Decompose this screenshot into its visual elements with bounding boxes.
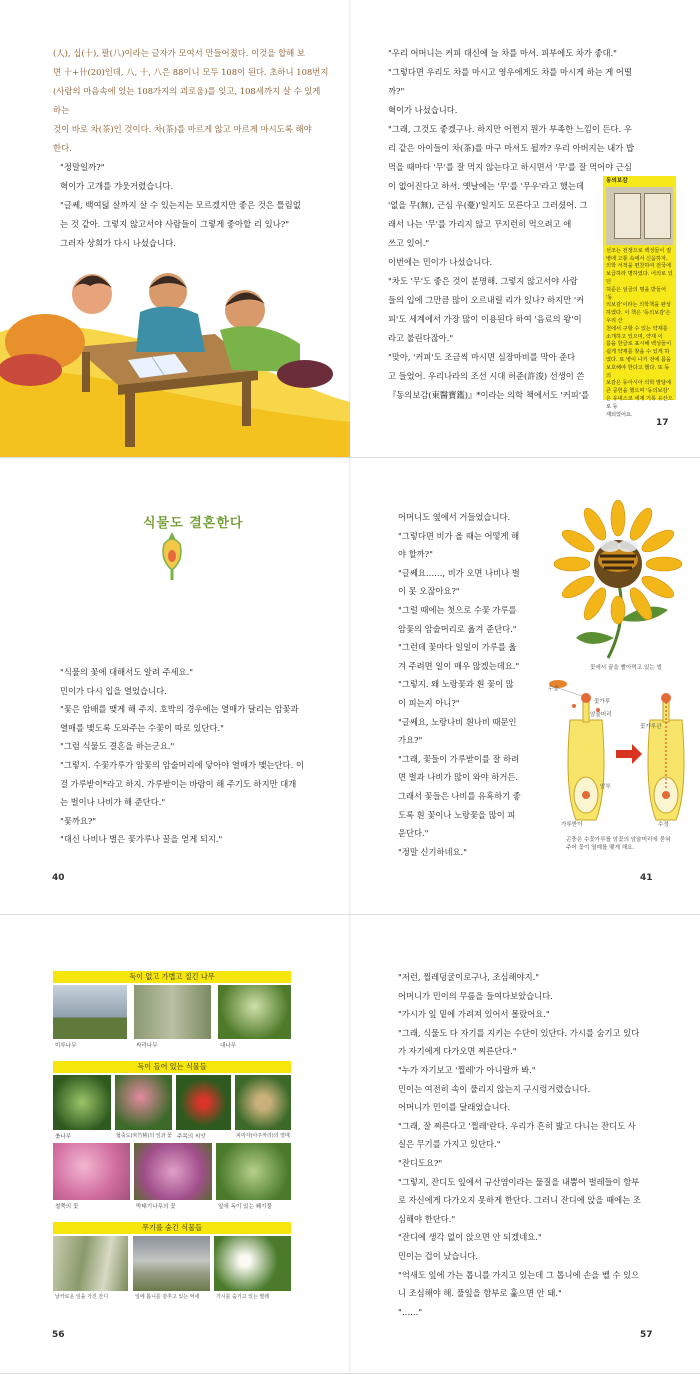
right-page-text: "저런, 찔레덩굴이로구나, 조심해야지." 어머니가 민이의 무릎을 들여다보았습니다. "가시가 잎 밑에 가려져 있어서 몰랐어요." "그래, 식물도 다 자기를 지키는 수단이 있단다. 가시를 숨기고 있다 가 자기에게 다가오면 찌른단다." "누가 자기보고 '찔레'가 아니랄까 봐." 민이는 여전히 속이 풀리지 않는지 구시렁거렸습니다. 어머니가 민이를 달래었습니다. "그래, 잘 찌른다고 '찔레'란다. 우리가 흔히 밟고 다니는 잔디도 사 실은 무기를 가지고 있단다." "잔디도요?" "그렇지, 잔디도 잎에서 규산염이라는 물질을 내뿜어 벌레들이 함부 로 자신에게 다가오지 못하게 한단다. 그러니 잔디에 앉을 때에는 조 심해야 한단다." "잔디에 생각 없이 앉으면 안 되겠네요." 민이는 겁이 났습니다. "억새도 잎에 가는 톱니를 가지고 있는데 그 톱니에 손을 벨 수 있으 니 조심해야 해. 풀잎을 함부로 훑으면 안 돼." "……" [398,972,641,1317]
caption-bush-clover: 싸리나무 [136,1043,158,1049]
photo-bush-clover [134,985,211,1039]
label-pollen-tube: 꽃가루관 [640,724,662,730]
caption-oleander: 협죽도(夾竹桃)의 잎과 꽃 [116,1133,172,1139]
photo-wild-rose [214,1236,291,1291]
caption-bamboo: 대나무 [220,1043,237,1049]
flower-bud-icon [158,530,186,580]
photo-yew-seed [176,1075,231,1130]
label-pollination: 가루받이 [561,822,583,828]
photo-redbud [134,1143,212,1200]
sunflower-bee-illustration [548,500,688,660]
page-number-right: 41 [640,873,653,883]
photo-castor-fruit [235,1075,291,1130]
caption-lacquer: 옻나무 [55,1134,72,1140]
photo-nettle [216,1143,291,1200]
intro-paragraph: (人), 십(十), 팔(八)이라는 글자가 모여서 만들어졌다. 이것을 합해 보 면 十+卄(20)인데, 八, 十, 八은 88이니 모두 108이 된다. 초하니 108번지 (사람의 마음속에 있는 108가지의 괴로움)를 잊고, 108세까지 살 수 있게 하는 것이 바로 차(茶)인 것이다. 차(茶)를 마르게 않고 마르게 마시도록 해야 한다. [53,48,329,153]
caption-castor: 피마자(아주까리)의 열매 [236,1133,290,1139]
section-heading: 식물도 결혼한다 [143,516,244,531]
caption-redbud: 박태기나무의 꽃 [136,1204,176,1210]
label-pollen: 꽃가루 [594,699,611,705]
children-reading-illustration [0,252,350,457]
page-number-right: 17 [656,418,669,428]
label-fertilization: 수정 [658,822,669,828]
photo-poplar [53,985,127,1039]
caption-wild-rose: 가시를 숨기고 있는 찔레 [216,1294,270,1300]
label-ovary: 암부 [600,784,611,790]
caption-grass: 날카로운 잎을 가진 잔디 [55,1294,109,1300]
photo-lacquer-tree [53,1075,111,1130]
left-page-text: "식물의 꽃에 대해서도 알려 주세요." 민이가 다시 입을 열었습니다. "꽃은 암배를 맺게 해 주지. 호박의 경우에는 열매가 달리는 암꽃과 열매를 맺도록 도와주는 수꽃이 따로 있단다." "그럼 식물도 결혼을 하는군요." "그렇지. 수꽃가루가 암꽃의 암술머리에 닿아야 열매가 맺는단다. 이 걸 가루받이*라고 하지. 가루받이는 바람이 해 주기도 하지만 대개 는 벌이나 나비가 해 준단다." "꽃까요?" "대신 나비나 벌은 꽃가루나 꿀을 얻게 되지." [60,667,304,845]
photo-azalea [53,1143,130,1200]
photo-silver-grass [133,1236,210,1291]
caption-nettle: 잎에 독이 있는 쐐기풀 [218,1204,272,1210]
book-gutter [349,915,351,1373]
caption-silver-grass: 잎에 톱니를 감추고 있는 억새 [135,1294,200,1300]
page-number-left: 40 [52,873,65,883]
section-bar-armed-plants: 무기를 숨긴 식물들 [53,1222,291,1234]
dongui-bogam-photo [606,187,673,245]
sidebox-body: 선조는 전쟁으로 백성들이 질 병에 고통 속에서 신음하자, 의학 서적을 편찬하여 전국에 보급하라 명하였다. 어의로 있던 허준은 임금의 명을 받들어 '동 의보감'이라는 의학책을 완성 하였다. 이 책은 '동의보감'은 우리 산 천에서 구할 수 있는 약재를 소개하고 있으며, 약재 이 름을 한글로 표시해 백성들이 쉽게 약재를 찾을 수 있게 하 였다. 또 병이 나기 전에 몸을 보호해야 한다고 했다. 또 동의 보감은 동아시아 의학 발달에 큰 공헌을 했으며 '동의보감' 은 유네스코 세계 기록 유산으로 등 재되었어요. [606,247,673,418]
right-page-text: "우리 어머니는 커피 대신에 늘 차를 마셔. 피부에도 차가 좋대." "그렇다면 우리도 차를 마시고 영우에게도 차를 마시게 하는 게 어떨 까?" 혁이가 나섰습니다. "그래, 그것도 좋겠구나. 하지만 어쩐지 뭔가 부족한 느낌이 든다. 우 리 같은 아이들이 차(茶)를 마구 마셔도 될까? 우리 아버지는 내가 밥 먹을 때마다 '무'를 잘 먹지 않는다고 하시면서 '무'를 잘 먹어야 근심 이 없어진다고 하셔. 옛날에는 '무'를 '무우'라고 했는데 '없을 무(無), 근심 우(憂)'일지도 모른다고 그러셨어. 그 래서 나는 '무'를 가리지 않고 꾸지런히 먹으려고 애 쓰고 있어." 이번에는 민이가 나섰습니다. "차도 '무'도 좋은 것이 분명해. 그렇지 않고서야 사람 들의 입에 그만큼 많이 오르내릴 리가 있나? 하지만 '커 피'도 세계에서 가장 많이 이용된다 하여 '음료의 왕'이 라고 불린다잖아." "맞아, '커피'도 조금씩 마시면 심장마비를 막아 준다 고 들었어. 우리나라의 조선 시대 허준(許浚) 선생이 쓴 『동의보감(東醫寶鑑)』*이라는 의학 책에서도 '커피'를 [388,48,634,400]
right-page-text: 어머니도 옆에서 거들었습니다. "그렇다면 비가 올 때는 어떻게 해 야 할까?" "글쎄요……, 비가 오면 나비나 벌 이 못 오잖아요?" "그럴 때에는 첫으로 수꽃 가루를 암꽃의 암술머리로 옮겨 준단다." "그런데 꽃마다 일일이 가루를 옮 겨 주려면 일이 매우 많겠는데요." "그렇지. 왜 노랑꽃과 흰 꽃이 많 이 피는지 아니?" "글쎄요, 노랑나비 흰나비 때문인 가요?" "그래, 꽃들이 가루받이를 잘 하려 면 벌과 나비가 많이 와야 하거든. 그래서 꽃들은 나비를 유혹하기 좋 도록 흰 꽃이나 노랑꽃을 많이 피 운단다." "정말 신기하네요." [398,512,521,857]
pollination-diagram [546,680,696,830]
label-stigma: 암술머리 [590,712,612,718]
label-stamen: 수술 [548,686,559,692]
photo-grass [53,1236,128,1291]
spread-pages-16-17 [0,0,700,458]
photo-bamboo [218,985,291,1039]
caption-yew: 주목의 씨앗 [177,1134,206,1140]
page-number-left: 56 [52,1330,65,1340]
section-bar-light-trees: 독이 없고 가볍고 질긴 나무 [53,971,291,983]
caption-poplar: 미루나무 [55,1043,77,1049]
page-number-right: 57 [640,1330,653,1340]
dongui-bogam-sidebox [603,176,676,418]
caption-azalea: 철쭉의 꽃 [55,1204,79,1210]
bee-caption: 꽃에서 꿀을 빨아먹고 있는 벌 [590,665,662,671]
dialog-paragraph: "정말일까?" 혁이가 고개를 갸웃거렸습니다. "글쎄, 백여덟 살까지 살 수 있는지는 모르겠지만 좋은 것은 틀림없 는 것 같아. 그렇지 않고서야 사람들이 그렇게 좋아할 리 있나?" 그러자 상희가 다시 나섰습니다. [60,162,301,248]
book-gutter [349,458,351,914]
section-bar-poison-plants: 독이 들어 있는 식물들 [53,1061,291,1073]
sidebox-title: 동의보감 [606,178,628,184]
photo-oleander [115,1075,172,1130]
diagram-caption: 곤충은 수꽃가루를 암꽃의 암술머리에 묻혀 주어 꽃이 열매를 맺게 해요. [566,837,671,851]
